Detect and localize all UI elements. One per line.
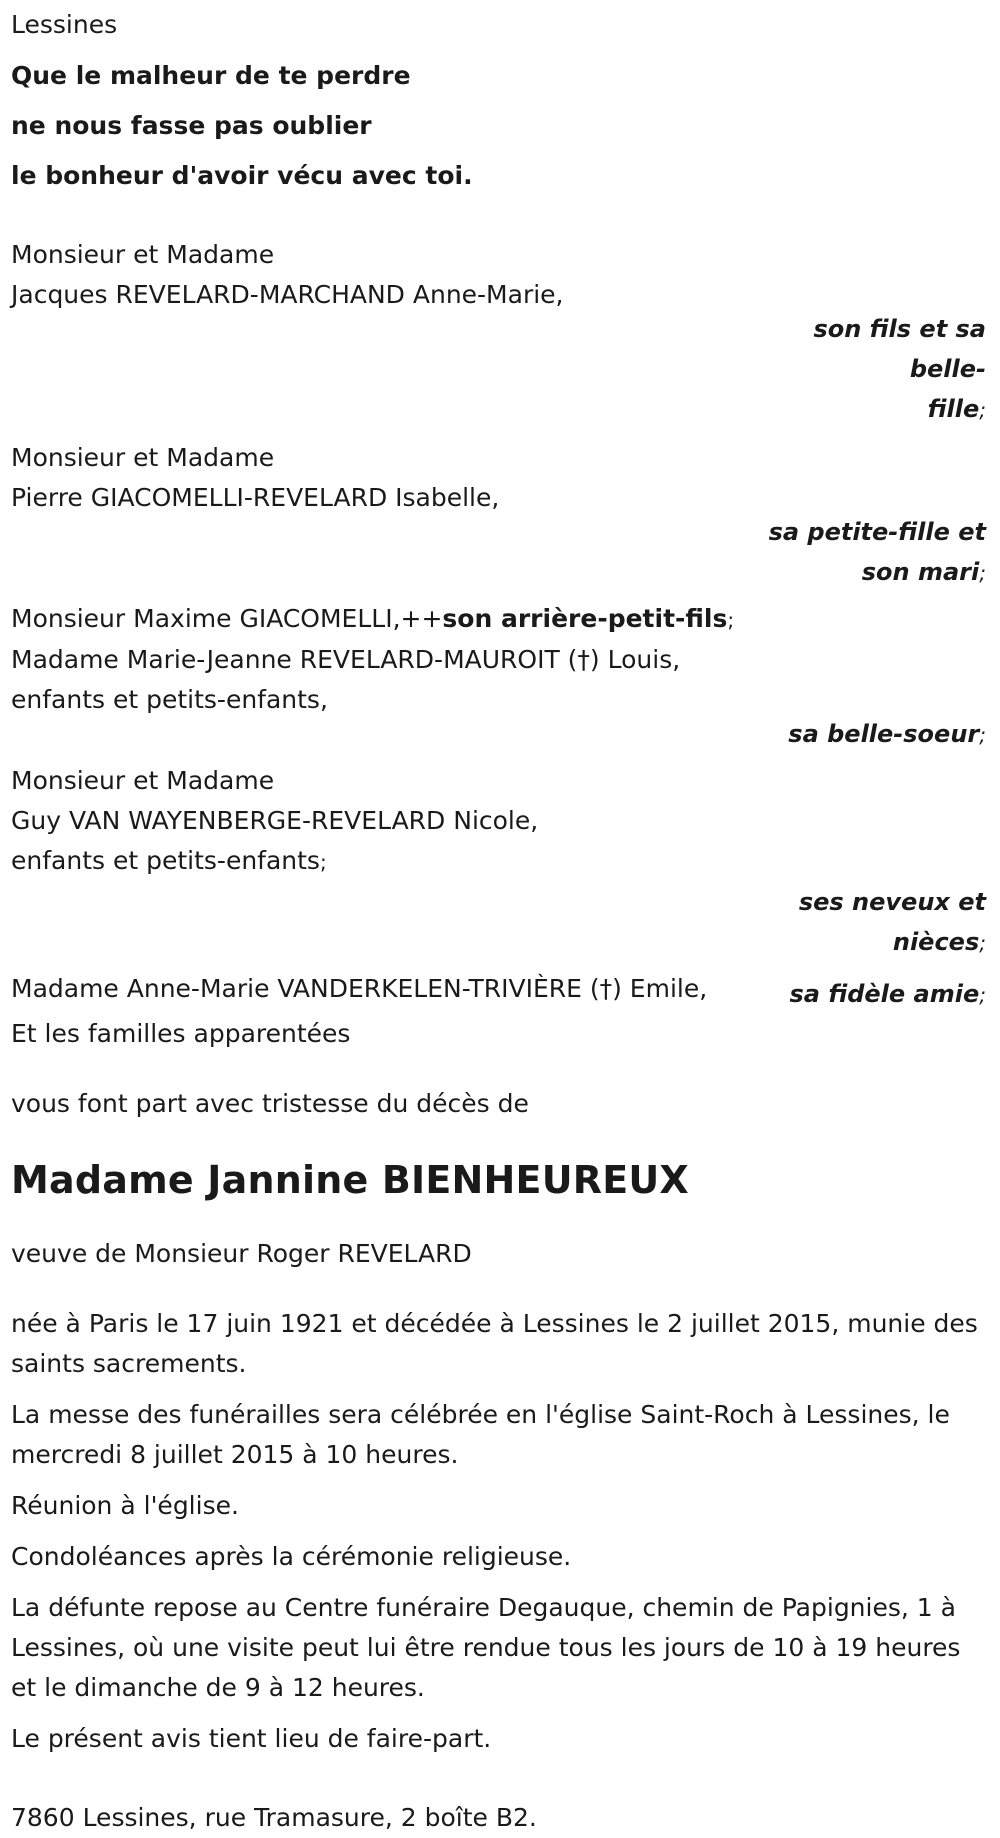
place-heading: Lessines <box>11 10 118 39</box>
detail-paragraph: La messe des funérailles sera célébrée en l'église Saint-Roch à Lessines, le mercredi 8 juillet 2015 à 10 heures. <box>11 1400 950 1469</box>
family-group-1 <box>11 235 986 430</box>
relation-label: sa petite-fille et son mari; <box>768 518 986 586</box>
family-name-line: Monsieur Maxime GIACOMELLI,++ <box>11 604 443 633</box>
poem-line: le bonheur d'avoir vécu avec toi. <box>11 161 473 190</box>
related-families: Et les familles apparentées <box>11 1019 351 1048</box>
family-name-line: Jacques REVELARD-MARCHAND Anne-Marie, <box>11 280 564 309</box>
family-group-4 <box>11 640 986 755</box>
family-name-line: enfants et petits-enfants, <box>11 685 328 714</box>
address: 7860 Lessines, rue Tramasure, 2 boîte B2. <box>11 1803 537 1832</box>
details <box>11 1304 986 1759</box>
family-group-2 <box>11 438 986 593</box>
detail-paragraph: Condoléances après la cérémonie religieuse. <box>11 1542 572 1571</box>
family-name-line: Monsieur et Madame <box>11 240 275 269</box>
announcement-text: vous font part avec tristesse du décès de <box>11 1089 529 1118</box>
relation-label: ses neveux et nièces; <box>798 888 986 956</box>
poem-line: ne nous fasse pas oublier <box>11 111 372 140</box>
poem <box>11 51 986 201</box>
widow-of-text: veuve de Monsieur Roger REVELARD <box>11 1239 472 1268</box>
relation-label: sa belle-soeur; <box>788 720 986 748</box>
relation-label: son fils et sa belle- fille; <box>813 315 986 423</box>
obituary-notice <box>11 5 986 1838</box>
detail-paragraph: Réunion à l'église. <box>11 1491 239 1520</box>
relation-label: sa fidèle amie; <box>789 980 986 1008</box>
family-group-6 <box>11 969 986 1010</box>
detail-paragraph: née à Paris le 17 juin 1921 et décédée à Lessines le 2 juillet 2015, munie des saints sacrements. <box>11 1309 978 1378</box>
family-group-3: Monsieur Maxime GIACOMELLI,++son arrière-petit-fils; <box>11 604 735 633</box>
family-name-line: Pierre GIACOMELLI-REVELARD Isabelle, <box>11 483 500 512</box>
detail-paragraph: La défunte repose au Centre funéraire Degauque, chemin de Papignies, 1 à Lessines, où une visite peut lui être rendue tous les jours de 10 à 19 heures et le dimanche de 9 à 12 heures. <box>11 1593 961 1702</box>
family-name-line: Monsieur et Madame <box>11 443 275 472</box>
detail-paragraph: Le présent avis tient lieu de faire-part. <box>11 1724 492 1753</box>
family-name-line: Monsieur et Madame <box>11 766 275 795</box>
family-name-line: enfants et petits-enfants <box>11 846 320 875</box>
family-name-line: Guy VAN WAYENBERGE-REVELARD Nicole, <box>11 806 539 835</box>
poem-line: Que le malheur de te perdre <box>11 61 411 90</box>
deceased-name: Madame Jannine BIENHEUREUX <box>11 1158 689 1202</box>
family-group-5: Monsieur et Madame Guy VAN WAYENBERGE-REVELARD Nicole, enfants et petits-enfants; ses neveux et nièces; <box>11 761 986 963</box>
family-name-line: Madame Anne-Marie VANDERKELEN-TRIVIÈRE (†) Emile, <box>11 974 708 1003</box>
family-name-line: Madame Marie-Jeanne REVELARD-MAUROIT (†) Louis, <box>11 645 681 674</box>
relation-label: son arrière-petit-fils <box>442 604 728 633</box>
